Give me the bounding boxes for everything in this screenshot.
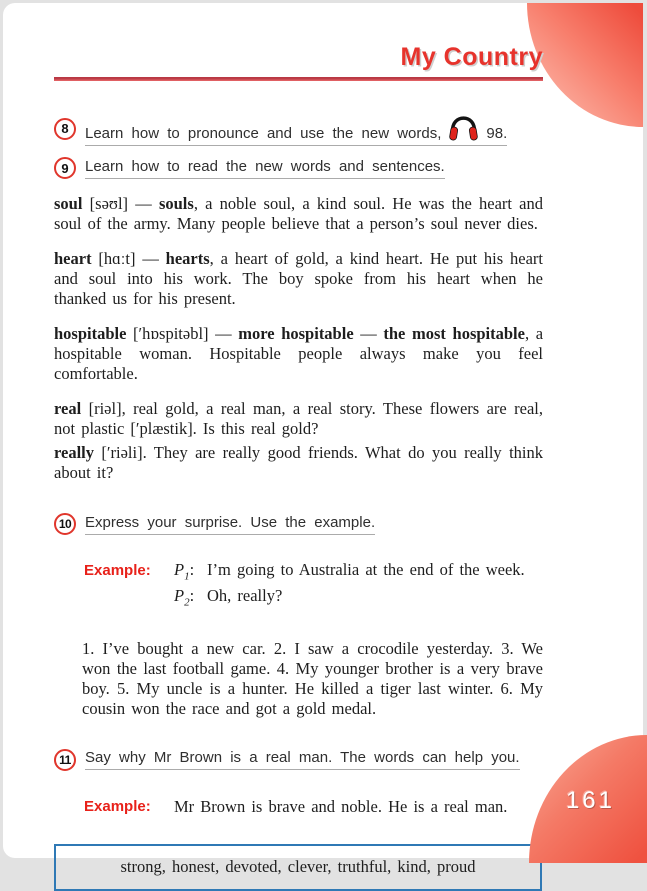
example-sentence: Mr Brown is brave and noble. He is a real man. xyxy=(174,796,508,816)
vocab-transcription: [ʹhɒspitəbl] — xyxy=(126,324,239,343)
headphones-icon xyxy=(448,115,479,146)
example-dialog xyxy=(174,560,543,613)
vocab-transcription: [hɑːt] — xyxy=(91,249,166,268)
example-label: Example: xyxy=(84,562,151,579)
vocab-entry-hospitable xyxy=(54,324,543,384)
vocab-transcription: [səʊl] — xyxy=(82,194,159,213)
vocab-plural: souls xyxy=(158,194,194,213)
vocab-entry-heart xyxy=(54,249,543,309)
vocab-word: really xyxy=(54,443,95,462)
title-rule xyxy=(54,77,543,81)
exercise-sentences: 1. I’ve bought a new car. 2. I saw a crocodile yesterday. 3. We won the last football game. 4. My younger brother is a very brave boy. 5. My uncle is a hunter. He killed a tiger last winter. 6. My cousin won the race and got a gold medal. xyxy=(82,638,543,718)
task-8-line xyxy=(85,111,507,146)
vocab-usage: [ʹriəli]. They are really good friends. What do you really think about it? xyxy=(54,443,543,482)
dialog-line-p2 xyxy=(174,586,543,612)
task-9-line xyxy=(85,158,445,179)
task-10-number: 10 xyxy=(54,513,76,535)
dialog-text-p2: Oh, really? xyxy=(207,586,283,606)
speaker-p1: $P_1$: xyxy=(174,560,195,583)
word-box-words: strong, honest, devoted, clever, truthful, kind, proud xyxy=(120,857,476,877)
task-9-number: 9 xyxy=(54,157,76,179)
vocab-usage: , a hospitable woman. Hospitable people always make you feel comfortable. xyxy=(54,324,544,383)
vocab-usage: , a noble soul, a kind soul. He was the heart and soul of the army. Many people believe that a person’s soul never dies. xyxy=(54,194,544,233)
task-9 xyxy=(54,157,543,179)
task-11-text: Say why Mr Brown is a real man. The words can help you. xyxy=(85,749,520,767)
vocab-dash: — xyxy=(353,324,384,343)
vocab-word: soul xyxy=(54,194,83,213)
page-number: 161 xyxy=(565,787,615,814)
task-11-line xyxy=(85,749,520,770)
task-11-number: 11 xyxy=(54,749,76,771)
vocab-word: real xyxy=(54,399,82,418)
vocab-usage: [riəl], real gold, a real man, a real story. These flowers are real, not plastic [ʹplæstik]. Is this real gold? xyxy=(54,399,543,438)
speaker-p2: $P_2$: xyxy=(174,586,195,609)
vocab-entry-soul xyxy=(54,194,543,234)
task-8-number: 8 xyxy=(54,118,76,140)
page-card xyxy=(3,3,643,877)
vocab-usage: , a heart of gold, a kind heart. He put his heart and soul into his work. The boy spoke from his heart when he thanked us for his present. xyxy=(54,249,543,308)
example-block-1 xyxy=(84,560,543,613)
page-content xyxy=(3,3,643,891)
task-10-line xyxy=(85,514,375,535)
dialog-line-p1 xyxy=(174,560,543,586)
task-8-audio-number: 98. xyxy=(486,125,508,142)
vocab-word: hospitable xyxy=(54,324,127,343)
vocab-word: heart xyxy=(54,249,92,268)
vocab-entry-real xyxy=(54,399,543,439)
task-10 xyxy=(54,513,543,535)
example-block-2 xyxy=(84,796,543,817)
task-8 xyxy=(54,111,543,146)
task-9-text: Learn how to read the new words and sentences. xyxy=(85,157,445,175)
task-8-text: Learn how to pronounce and use the new words, xyxy=(85,125,442,142)
page-title: My Country xyxy=(400,43,543,71)
example-label: Example: xyxy=(84,797,151,815)
task-10-text: Express your surprise. Use the example. xyxy=(85,513,376,531)
vocab-entry-really xyxy=(54,443,543,483)
vocab-superlative: the most hospitable xyxy=(383,324,525,343)
task-11 xyxy=(54,749,543,771)
word-box xyxy=(54,844,542,891)
vocab-plural: hearts xyxy=(165,249,210,268)
dialog-text-p1: I’m going to Australia at the end of the week. xyxy=(207,560,525,579)
vocab-comparative: more hospitable xyxy=(238,324,354,343)
